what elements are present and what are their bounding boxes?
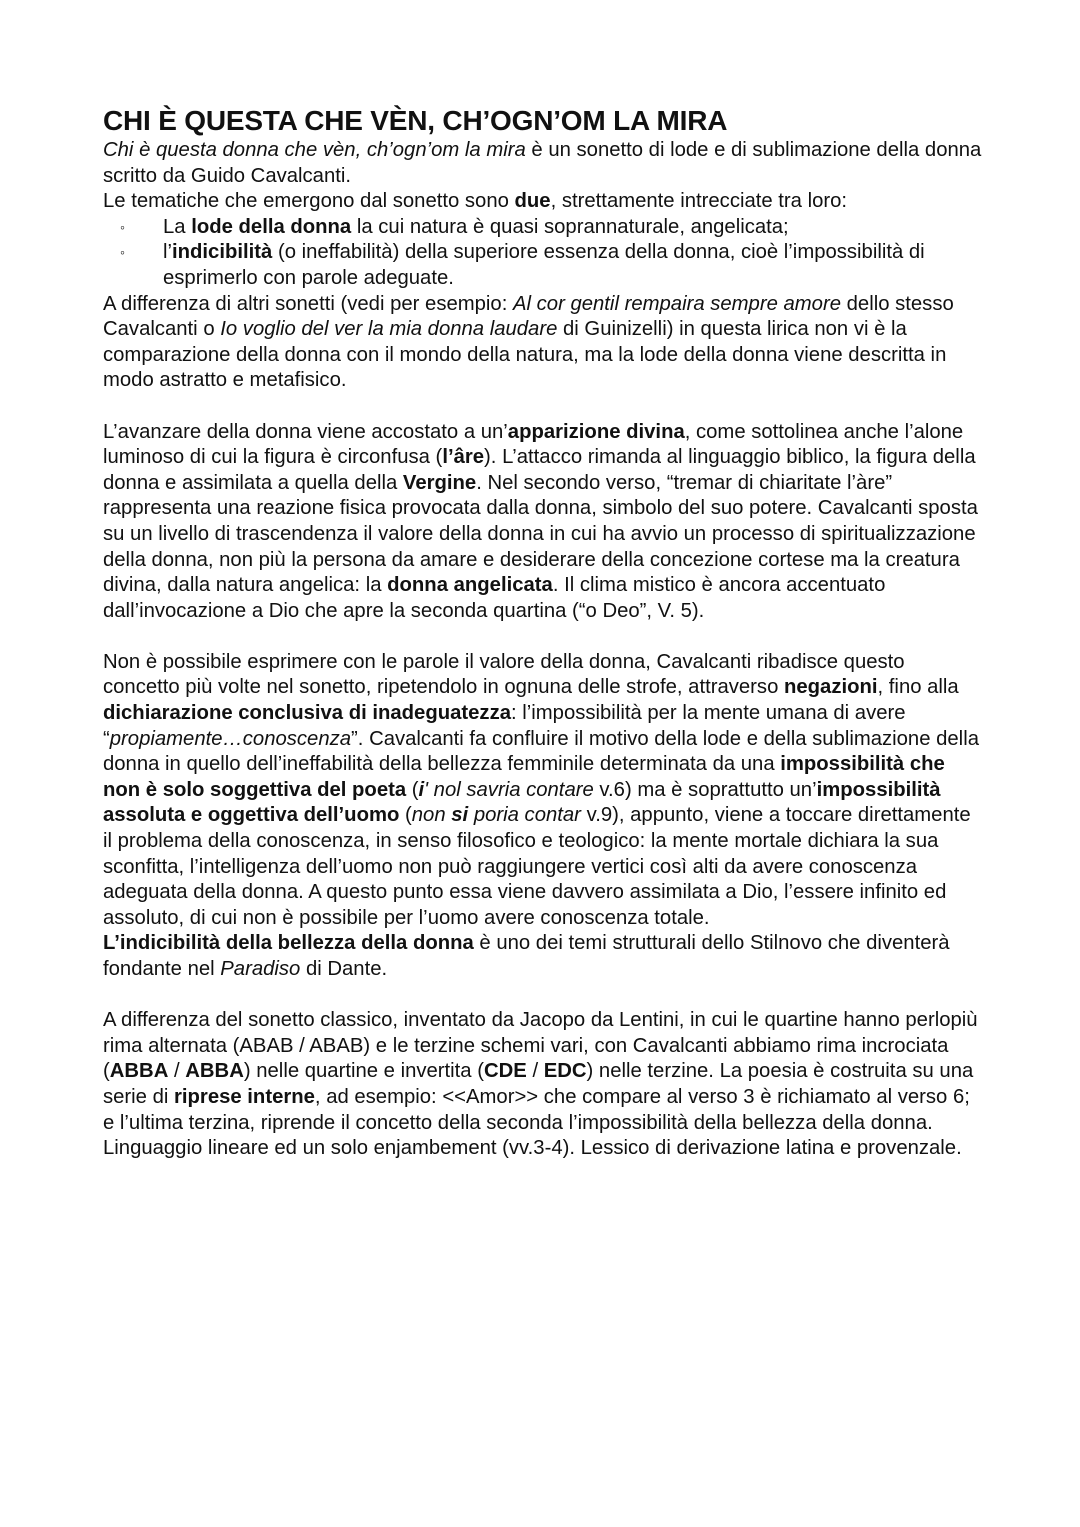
sonnet-title-italic: Chi è questa donna che vèn, ch’ogn’om la mira bbox=[103, 139, 526, 161]
themes-list bbox=[103, 215, 983, 292]
comparison-paragraph: A differenza di altri sonetti (vedi per esempio: Al cor gentil rempaira sempre amore dello stesso Cavalcanti o Io voglio del ver la mia donna laudare di Guinizelli) in questa lirica non vi è la comparazione della donna con il mondo della natura, ma la lode della donna viene descritta in modo astratto e metafisico. bbox=[103, 292, 954, 392]
page-title: CHI È QUESTA CHE VÈN, CH’OGN’OM LA MIRA bbox=[103, 105, 728, 136]
document-page bbox=[103, 104, 983, 1162]
themes-paragraph: Le tematiche che emergono dal sonetto sono due, strettamente intrecciate tra loro: bbox=[103, 190, 848, 213]
paragraph-gap bbox=[103, 983, 983, 1009]
list-item: ◦ La lode della donna la cui natura è quasi soprannaturale, angelicata; bbox=[103, 215, 983, 241]
paragraph-gap bbox=[103, 624, 983, 650]
hollow-bullet-icon: ◦ bbox=[120, 244, 125, 261]
stilnovo-paragraph: L’indicibilità della bellezza della donna è uno dei temi strutturali dello Stilnovo che diventerà fondante nel Paradiso di Dante. bbox=[103, 932, 950, 980]
hollow-bullet-icon: ◦ bbox=[120, 218, 125, 235]
paragraph-gap bbox=[103, 394, 983, 420]
apparition-paragraph: L’avanzare della donna viene accostato a un’apparizione divina, come sottolinea anche l’alone luminoso di cui la figura è circonfusa (l’âre). L’attacco rimanda al linguaggio biblico, la figura della donna e assimilata a quella della Vergine. Nel secondo verso, “tremar di chiaritate l’àre” rappresenta una reazione fisica provocata dalla donna, simbolo del suo potere. Cavalcanti sposta su un livello di trascendenza il valore della donna in cui ha avvio un processo di spiritualizzazione della donna, non più la persona da amare e desiderare della concezione cortese ma la creatura divina, dalla natura angelica: la donna angelicata. Il clima mistico è ancora accentuato dall’invocazione a Dio che apre la seconda quartina (“o Deo”, V. 5). bbox=[103, 420, 978, 622]
intro-paragraph: Chi è questa donna che vèn, ch’ogn’om la mira è un sonetto di lode e di sublimazione della donna scritto da Guido Cavalcanti. bbox=[103, 139, 982, 187]
ineffability-paragraph: Non è possibile esprimere con le parole il valore della donna, Cavalcanti ribadisce questo concetto più volte nel sonetto, ripetendolo in ognuna delle strofe, attraverso negazioni, fino alla dichiarazione conclusiva di inadeguatezza: l’impossibilità per la mente umana di avere “propiamente…conoscenza”. Cavalcanti fa confluire il motivo della lode e della sublimazione della donna in quello dell’ineffabilità della bellezza femminile determinata da una impossibilità che non è solo soggettiva del poeta (i' nol savria contare v.6) ma è soprattutto un’impossibilità assoluta e oggettiva dell’uomo (non si poria contar v.9), appunto, viene a toccare direttamente il problema della conoscenza, in senso filosofico e teologico: la mente mortale dichiara la sua sconfitta, l’intelligenza dell’uomo non può raggiungere vertici così alti da avere conoscenza adeguata della donna. A questo punto essa viene davvero assimilata a Dio, l’essere infinito ed assoluto, di cui non è possibile per l’uomo avere conoscenza totale. bbox=[103, 650, 979, 929]
list-item: ◦ l’indicibilità (o ineffabilità) della superiore essenza della donna, cioè l’impossibilità di esprimerlo con parole adeguate. bbox=[120, 241, 925, 289]
metrics-paragraph: A differenza del sonetto classico, inventato da Jacopo da Lentini, in cui le quartine hanno perlopiù rima alternata (ABAB / ABAB) e le terzine schemi vari, con Cavalcanti abbiamo rima incrociata (ABBA / ABBA) nelle quartine e invertita (CDE / EDC) nelle terzine. La poesia è costruita su una serie di riprese interne, ad esempio: <<Amor>> che compare al verso 3 è richiamato al verso 6; e l’ultima terzina, riprende il concetto della seconda l’impossibilità della bellezza della donna. Linguaggio lineare ed un solo enjambement (vv.3-4). Lessico di derivazione latina e provenzale. bbox=[103, 1009, 978, 1160]
